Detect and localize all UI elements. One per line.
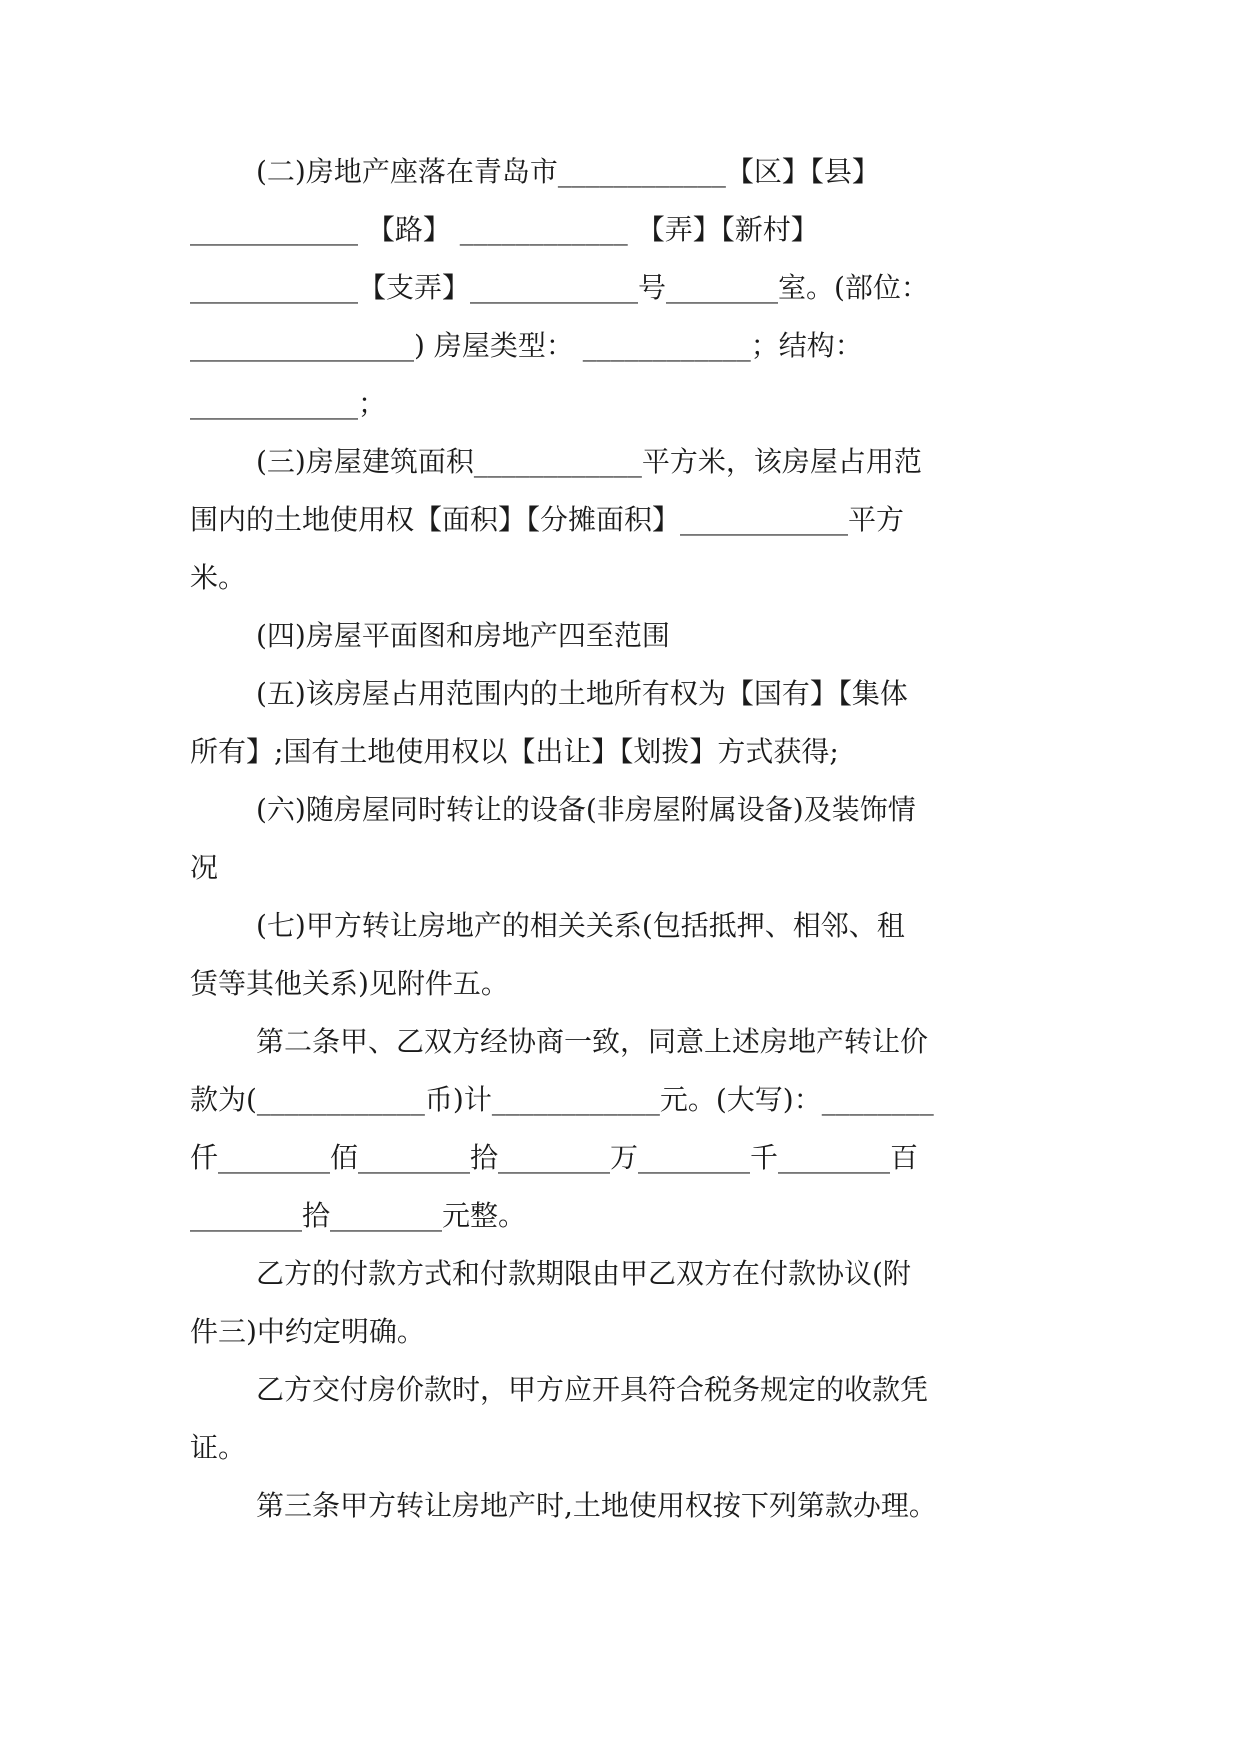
text-line: (二)房地产座落在青岛市____________【区】【县】 (256, 155, 880, 188)
text-line: (四)房屋平面图和房地产四至范围 (256, 619, 670, 652)
text-line: 款为(____________币)计____________元。(大写)：________ (190, 1083, 934, 1116)
text-line: 乙方交付房价款时，甲方应开具符合税务规定的收款凭 (256, 1373, 929, 1406)
text-line: 赁等其他关系)见附件五。 (190, 967, 509, 1000)
text-line: 仟________佰________拾________万________千________百 (190, 1141, 919, 1174)
text-line: (五)该房屋占用范围内的土地所有权为【国有】【集体 (256, 677, 908, 710)
text-line: (三)房屋建筑面积____________平方米，该房屋占用范 (256, 445, 922, 478)
text-line: ________________) 房屋类型： ____________；结构： (190, 329, 863, 362)
text-line: ____________； (190, 387, 387, 420)
text-line: 况 (190, 851, 219, 884)
text-line: 所有】;国有土地使用权以【出让】【划拨】方式获得; (190, 735, 839, 768)
text-line: 第三条甲方转让房地产时,土地使用权按下列第款办理。 (256, 1489, 937, 1522)
text-line: ____________ 【路】 ____________ 【弄】【新村】 (190, 213, 819, 246)
text-line: 米。 (190, 561, 247, 594)
text-line: (六)随房屋同时转让的设备(非房屋附属设备)及装饰情 (256, 793, 916, 826)
text-line: 证。 (190, 1431, 247, 1464)
text-line: 件三)中约定明确。 (190, 1315, 425, 1348)
text-line: 第二条甲、乙双方经协商一致，同意上述房地产转让价 (256, 1025, 929, 1058)
text-line: 乙方的付款方式和付款期限由甲乙双方在付款协议(附 (256, 1257, 911, 1290)
text-line: 围内的土地使用权【面积】【分摊面积】____________平方 (190, 503, 905, 536)
text-line: (七)甲方转让房地产的相关关系(包括抵押、相邻、租 (256, 909, 905, 942)
text-line: ________拾________元整。 (190, 1199, 527, 1232)
text-line: ____________【支弄】____________号________室。(部位： (190, 271, 929, 304)
